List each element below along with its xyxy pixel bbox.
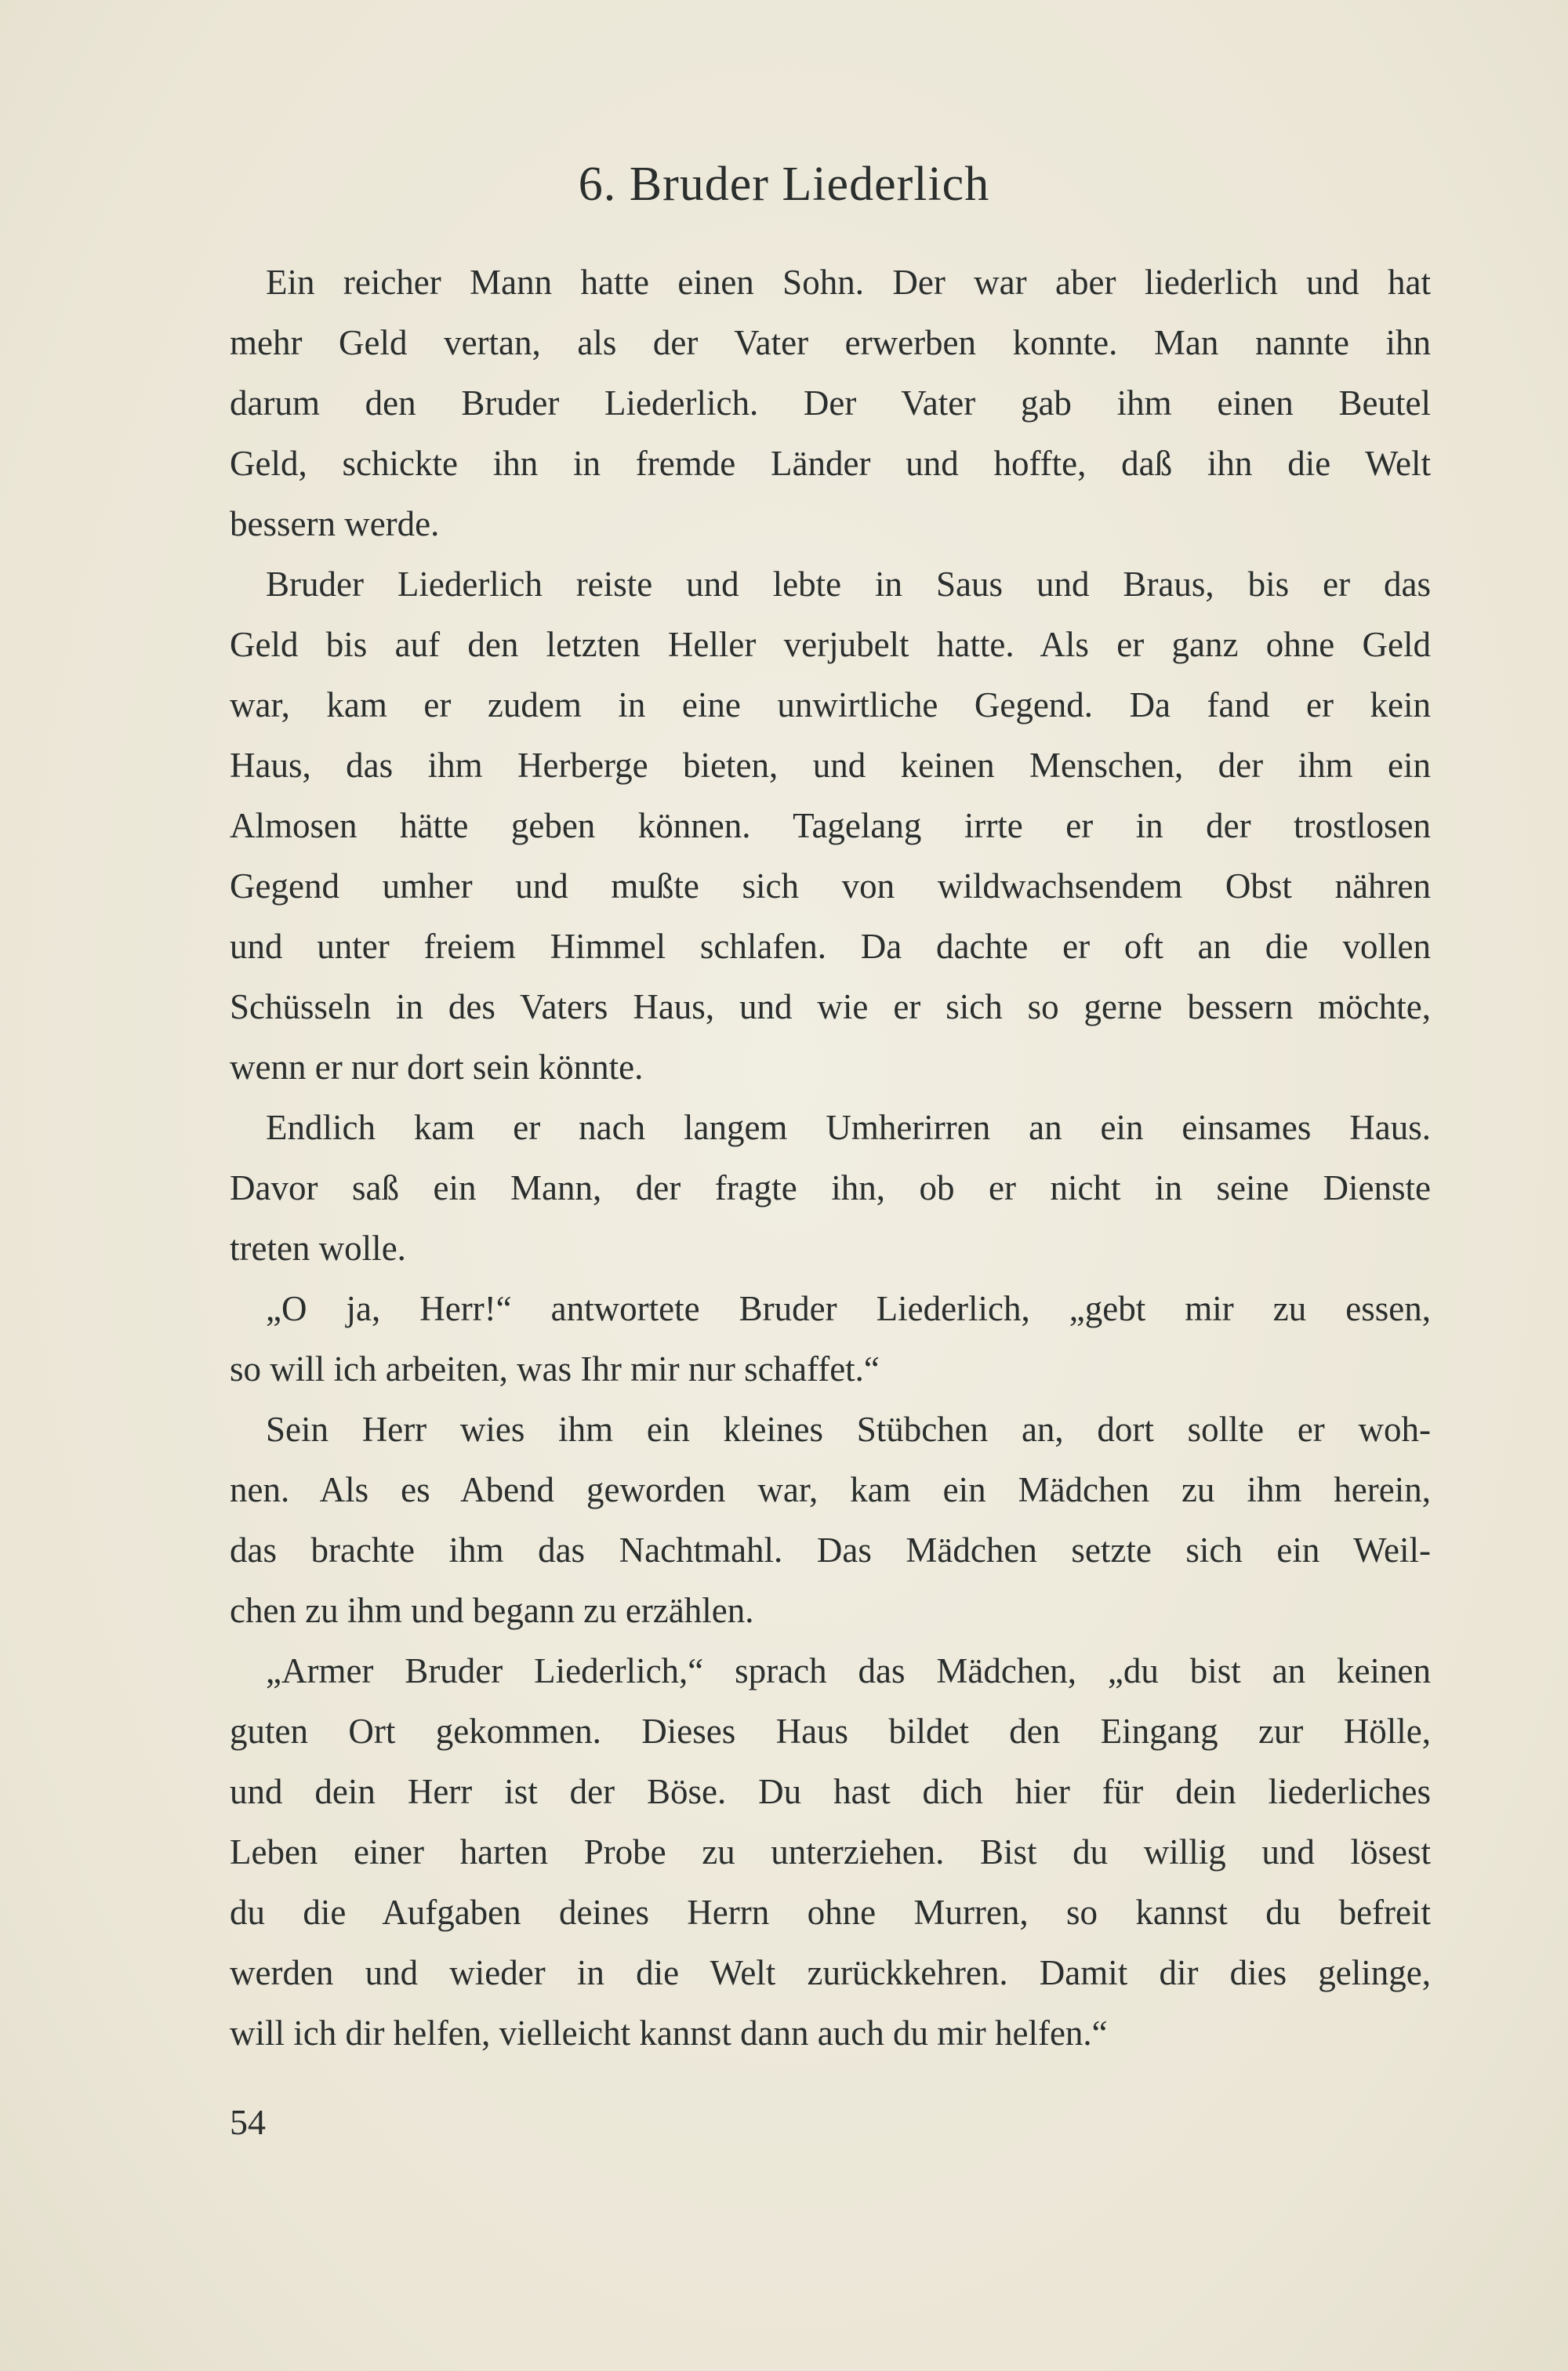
text-line: Endlich kam er nach langem Umherirren an ein einsames Haus. <box>266 1108 1431 1147</box>
text-line: und dein Herr ist der Böse. Du hast dich hier für dein liederliches <box>230 1772 1431 1811</box>
page-number: 54 <box>230 2102 266 2142</box>
text-line: Ein reicher Mann hatte einen Sohn. Der war aber liederlich und hat <box>266 263 1431 302</box>
paragraph <box>230 554 1431 1098</box>
text-line: treten wolle. <box>230 1229 406 1268</box>
text-line: Geld, schickte ihn in fremde Länder und hoffte, daß ihn die Welt <box>230 444 1431 483</box>
paragraph <box>230 252 1431 554</box>
text-line: Almosen hätte geben können. Tagelang irrte er in der trostlosen <box>230 806 1431 845</box>
text-line: Bruder Liederlich reiste und lebte in Saus und Braus, bis er das <box>266 565 1431 604</box>
text-line: bessern werde. <box>230 504 440 543</box>
paragraph <box>230 1279 1431 1400</box>
text-line: Schüsseln in des Vaters Haus, und wie er sich so gerne bessern möchte, <box>230 987 1431 1026</box>
text-line: das brachte ihm das Nachtmahl. Das Mädchen setzte sich ein Weil- <box>230 1530 1431 1570</box>
text-line: guten Ort gekommen. Dieses Haus bildet den Eingang zur Hölle, <box>230 1712 1431 1751</box>
text-line: Leben einer harten Probe zu unterziehen. Bist du willig und lösest <box>230 1832 1431 1872</box>
text-line: nen. Als es Abend geworden war, kam ein Mädchen zu ihm herein, <box>230 1470 1431 1509</box>
text-line: Geld bis auf den letzten Heller verjubelt hatte. Als er ganz ohne Geld <box>230 625 1431 664</box>
chapter-body <box>230 252 1431 2064</box>
text-line: werden und wieder in die Welt zurückkehren. Damit dir dies gelinge, <box>230 1953 1431 1992</box>
text-line: chen zu ihm und begann zu erzählen. <box>230 1591 754 1630</box>
text-line: war, kam er zudem in eine unwirtliche Gegend. Da fand er kein <box>230 685 1431 724</box>
text-line: „O ja, Herr!“ antwortete Bruder Liederlich, „gebt mir zu essen, <box>266 1289 1431 1328</box>
text-line: will ich dir helfen, vielleicht kannst dann auch du mir helfen.“ <box>230 2013 1108 2053</box>
paragraph <box>230 1641 1431 2064</box>
text-line: „Armer Bruder Liederlich,“ sprach das Mädchen, „du bist an keinen <box>266 1651 1431 1690</box>
chapter-title: 6. Bruder Liederlich <box>578 158 990 211</box>
text-line: mehr Geld vertan, als der Vater erwerben konnte. Man nannte ihn <box>230 323 1431 362</box>
text-line: darum den Bruder Liederlich. Der Vater gab ihm einen Beutel <box>230 383 1431 423</box>
paragraph <box>230 1098 1431 1279</box>
text-line: Haus, das ihm Herberge bieten, und keinen Menschen, der ihm ein <box>230 746 1431 785</box>
text-line: wenn er nur dort sein könnte. <box>230 1048 644 1087</box>
text-line: Davor saß ein Mann, der fragte ihn, ob er nicht in seine Dienste <box>230 1168 1431 1207</box>
paragraph <box>230 1400 1431 1641</box>
text-line: Sein Herr wies ihm ein kleines Stübchen an, dort sollte er woh- <box>266 1410 1431 1449</box>
text-line: Gegend umher und mußte sich von wildwachsendem Obst nähren <box>230 866 1431 906</box>
text-line: du die Aufgaben deines Herrn ohne Murren, so kannst du befreit <box>230 1893 1431 1932</box>
text-line: und unter freiem Himmel schlafen. Da dachte er oft an die vollen <box>230 927 1431 966</box>
text-line: so will ich arbeiten, was Ihr mir nur schaffet.“ <box>230 1349 880 1389</box>
